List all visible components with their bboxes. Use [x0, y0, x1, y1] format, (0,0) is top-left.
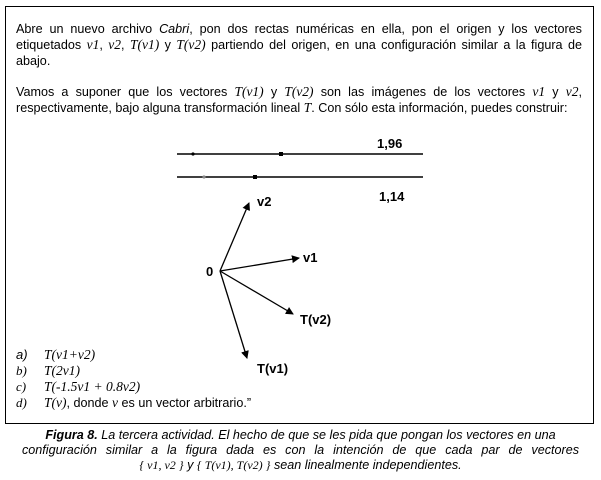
figure-caption — [8, 428, 593, 473]
v2-label: v2 — [257, 194, 272, 209]
text: . Con sólo esta información, puedes construir: — [311, 101, 568, 115]
vector-set-2: { T(v1), T(v2) } — [196, 458, 271, 472]
tv2-label: T(v2) — [300, 312, 332, 327]
item-expression: T(-1.5v1 + 0.8v2) — [44, 379, 141, 394]
text: , pon dos rectas numéricas en ella, pon el origen y los vectores etiquetados — [16, 22, 582, 52]
caption-text: La tercera actividad. El hecho de que se les pida que pongan los vectores en una — [97, 428, 556, 442]
text: son las imágenes de los vectores — [313, 85, 533, 99]
cabri-name: Cabri — [159, 22, 190, 36]
vector-v2 — [220, 203, 249, 271]
text: Vamos a suponer que los vectores — [16, 85, 235, 99]
math-v: v — [112, 395, 119, 410]
item-expression: T(v1+v2) — [44, 347, 96, 362]
item-marker: a) — [16, 347, 28, 362]
conj: y — [159, 38, 177, 52]
text: , respectivamente, bajo alguna transformación lineal — [16, 85, 583, 115]
origin-label: 0 — [206, 264, 214, 279]
number-line-2-origin-point — [202, 175, 205, 178]
math-v1: v1 — [532, 84, 546, 99]
number-line-1-point — [279, 152, 283, 156]
list-item — [16, 363, 251, 379]
caption-text: y — [183, 458, 197, 472]
task-list — [16, 347, 251, 411]
item-expression: T(v) — [44, 395, 67, 410]
math-v2: v2 — [108, 37, 122, 52]
vector-v1 — [220, 258, 299, 271]
caption-text: sean linealmente independientes. — [270, 458, 462, 472]
item-expression: T(2v1) — [44, 363, 80, 378]
item-text: es un vector arbitrario.” — [118, 396, 252, 410]
vector-set-1: { v1, v2 } — [139, 458, 184, 472]
number-line-1-origin-point — [191, 152, 194, 155]
item-marker: b) — [16, 363, 27, 378]
math-T: T — [303, 100, 312, 115]
list-item — [16, 395, 251, 411]
number-line-1-value: 1,96 — [377, 136, 403, 151]
math-v2: v2 — [565, 84, 579, 99]
tv1-label: T(v1) — [257, 361, 289, 376]
math-tv2: T(v2) — [176, 37, 206, 52]
caption-label: Figura 8. — [45, 428, 98, 442]
conj: y — [263, 85, 285, 99]
number-line-2-value: 1,14 — [379, 189, 405, 204]
item-marker: d) — [16, 395, 27, 410]
list-item — [16, 347, 251, 363]
math-tv1: T(v1) — [129, 37, 160, 52]
math-tv1: T(v1) — [234, 84, 264, 99]
math-tv2: T(v2) — [284, 84, 314, 99]
caption-text: configuración similar a la figura dada es con la intención de que cada par de vectores — [22, 443, 579, 457]
item-marker: c) — [16, 379, 27, 394]
number-line-2-point — [253, 175, 257, 179]
v1-label: v1 — [303, 250, 318, 265]
math-v1: v1 — [86, 37, 100, 52]
item-text: , donde — [66, 396, 113, 410]
text: Abre un nuevo archivo — [16, 22, 160, 36]
sep: , — [121, 38, 130, 52]
text: partiendo del origen, en una configuración similar a la figura de abajo. — [16, 38, 583, 68]
conj: y — [545, 85, 566, 99]
list-item — [16, 379, 251, 395]
sep: , — [99, 38, 109, 52]
